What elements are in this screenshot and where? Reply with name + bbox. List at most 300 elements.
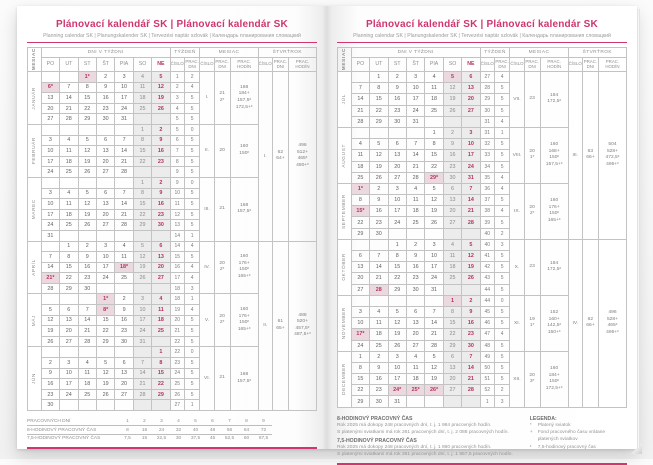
day-cell: 1 bbox=[425, 127, 443, 138]
header-mesiac-side bbox=[338, 48, 352, 72]
day-cell: 10 bbox=[60, 368, 78, 379]
week-number-cell: 34 bbox=[480, 161, 494, 172]
day-cell bbox=[370, 295, 388, 306]
day-cell: 22 bbox=[351, 385, 369, 396]
legend-text: Fond pracovného času vrátane platených sviatkov bbox=[537, 429, 606, 443]
day-cell: 30 bbox=[462, 340, 480, 351]
day-cell: 28 bbox=[41, 283, 59, 294]
week-number-cell: 44 bbox=[480, 295, 494, 306]
month-name-label: APRÍL bbox=[31, 259, 37, 276]
day-cell: 4 bbox=[406, 351, 424, 362]
day-cell: 26 bbox=[425, 217, 443, 228]
week-workdays-cell: 1 bbox=[184, 230, 199, 241]
week-number-cell: 31 bbox=[480, 127, 494, 138]
day-cell bbox=[406, 228, 424, 239]
week-workdays-cell: 4 bbox=[184, 241, 199, 252]
day-cell: 16 bbox=[388, 94, 406, 105]
day-cell bbox=[78, 177, 96, 188]
day-cell: 5 bbox=[78, 188, 96, 199]
day-cell bbox=[425, 295, 443, 306]
day-cell: 27 bbox=[443, 385, 461, 396]
day-cell: 14 bbox=[406, 150, 424, 161]
week-number-cell: 31 bbox=[480, 116, 494, 127]
day-cell bbox=[133, 283, 151, 294]
day-cell bbox=[115, 400, 133, 411]
month-hours-cell: 168 157,5ˣ bbox=[230, 347, 258, 411]
week-workdays-cell: 1 bbox=[494, 127, 509, 138]
day-cell: 16 bbox=[443, 150, 461, 161]
workdays-row-label: 8-HODINOVÝ PRACOVNÝ ČAS bbox=[27, 426, 119, 434]
day-cell: 12 bbox=[41, 315, 59, 326]
day-cell: 22 bbox=[133, 209, 151, 220]
day-cell: 22 bbox=[60, 273, 78, 284]
month-number-cell: VII. bbox=[510, 72, 524, 128]
week-workdays-cell: 2 bbox=[494, 228, 509, 239]
workdays-value: 32 bbox=[170, 426, 187, 434]
week-workdays-cell: 5 bbox=[494, 362, 509, 373]
day-cell bbox=[406, 396, 424, 407]
day-cell: 21 bbox=[78, 326, 96, 337]
header-day-po: PO bbox=[351, 58, 369, 72]
day-cell: 7 bbox=[78, 305, 96, 316]
day-cell: 21 bbox=[115, 209, 133, 220]
page-title: Plánovací kalendář SK | Plánovací kalendár SK bbox=[366, 19, 598, 30]
week-number-cell: 19 bbox=[170, 305, 184, 316]
week-number-cell: 12 bbox=[170, 209, 184, 220]
month-number-cell: I. bbox=[200, 72, 214, 125]
month-workdays-cell: 23 bbox=[524, 239, 540, 295]
quarter-workdays-cell: 63 66+ bbox=[582, 72, 598, 240]
header-subcol: ČÍSLO bbox=[568, 58, 582, 72]
header-subcol: ČÍSLO bbox=[170, 58, 184, 72]
day-cell: 27 bbox=[406, 340, 424, 351]
week-workdays-cell: 5 bbox=[494, 195, 509, 206]
quarter-number-cell: I. bbox=[258, 72, 272, 242]
month-name-cell bbox=[28, 72, 42, 125]
week-workdays-cell: 4 bbox=[494, 172, 509, 183]
day-cell: 25 bbox=[443, 273, 461, 284]
day-cell: 10 bbox=[133, 305, 151, 316]
quarter-workdays-cell: 62 64+ bbox=[272, 72, 288, 242]
day-cell: 27 bbox=[351, 284, 369, 295]
day-cell: 19 bbox=[41, 326, 59, 337]
week-workdays-cell: 5 bbox=[494, 94, 509, 105]
day-cell bbox=[115, 230, 133, 241]
day-cell: 9 bbox=[41, 368, 59, 379]
day-cell bbox=[388, 295, 406, 306]
day-cell: 24 bbox=[351, 340, 369, 351]
day-cell: 15 bbox=[133, 146, 151, 157]
quarter-hours-cell: 504 528+ 472,5ˣ 495+ˣ bbox=[598, 72, 626, 240]
day-cell bbox=[78, 230, 96, 241]
day-cell: 21 bbox=[370, 273, 388, 284]
day-cell bbox=[351, 295, 369, 306]
header-subcol: PRAC. HODÍN bbox=[598, 58, 626, 72]
day-cell: 31 bbox=[462, 172, 480, 183]
day-cell: 18 bbox=[443, 262, 461, 273]
legend-text: 7,5-hodinový pracovný čas bbox=[537, 444, 596, 450]
day-cell bbox=[443, 228, 461, 239]
month-hours-cell: 160 150ˣ bbox=[230, 124, 258, 177]
day-cell: 9 bbox=[96, 82, 114, 93]
day-cell: 4 bbox=[152, 294, 170, 305]
day-cell: 16 bbox=[96, 93, 114, 104]
month-workdays-cell: 20 1* bbox=[524, 127, 540, 183]
day-cell: 24 bbox=[462, 161, 480, 172]
worktime-notes bbox=[337, 414, 627, 458]
day-cell: 22 bbox=[133, 156, 151, 167]
quarter-number-cell: III. bbox=[568, 72, 582, 240]
month-name-cell bbox=[28, 347, 42, 411]
day-cell: 16 bbox=[462, 318, 480, 329]
day-cell: 21 bbox=[115, 156, 133, 167]
header-days-group: DNI V TÝŽDNI bbox=[351, 48, 480, 58]
day-cell: 11 bbox=[115, 252, 133, 263]
day-cell bbox=[351, 239, 369, 250]
month-hours-cell: 184 172,5ˣ bbox=[540, 72, 568, 128]
workdays-value: 4 bbox=[170, 418, 187, 426]
day-cell: 8 bbox=[133, 135, 151, 146]
week-workdays-cell: 5 bbox=[494, 374, 509, 385]
planner-book-spread bbox=[17, 6, 637, 457]
day-cell: 22 bbox=[78, 103, 96, 114]
month-number-cell: XII. bbox=[510, 351, 524, 407]
day-cell: 10 bbox=[388, 362, 406, 373]
day-cell: 1 bbox=[133, 124, 151, 135]
day-cell: 3 bbox=[41, 188, 59, 199]
day-cell: 5 bbox=[462, 239, 480, 250]
month-workdays-cell: 20 2* bbox=[214, 294, 230, 347]
day-cell: 23 bbox=[152, 156, 170, 167]
day-cell: 1 bbox=[133, 177, 151, 188]
day-cell: 18* bbox=[115, 262, 133, 273]
day-cell: 24 bbox=[115, 103, 133, 114]
day-cell: 6 bbox=[96, 188, 114, 199]
day-cell: 6* bbox=[41, 82, 59, 93]
day-cell bbox=[115, 177, 133, 188]
header-subcol: PRAC. HODÍN bbox=[540, 58, 568, 72]
day-cell: 12 bbox=[462, 251, 480, 262]
day-cell: 19 bbox=[370, 161, 388, 172]
month-hours-cell: 168 184+ 157,5ˣ 172,5+ˣ bbox=[230, 72, 258, 125]
day-cell: 5 bbox=[133, 241, 151, 252]
day-cell: 18 bbox=[406, 374, 424, 385]
day-cell: 18 bbox=[152, 315, 170, 326]
day-cell: 13 bbox=[406, 318, 424, 329]
week-workdays-cell: 0 bbox=[494, 295, 509, 306]
week-number-cell: 40 bbox=[480, 228, 494, 239]
workdays-value: 48 bbox=[204, 426, 221, 434]
day-cell: 25 bbox=[425, 105, 443, 116]
day-cell: 13 bbox=[351, 262, 369, 273]
day-cell: 2 bbox=[370, 351, 388, 362]
day-cell: 18 bbox=[370, 329, 388, 340]
week-number-cell: 52 bbox=[480, 385, 494, 396]
day-cell: 25 bbox=[133, 103, 151, 114]
day-cell: 9 bbox=[115, 305, 133, 316]
title-rule bbox=[337, 42, 627, 44]
day-cell: 17 bbox=[133, 315, 151, 326]
workdays-value: 24 bbox=[153, 426, 170, 434]
week-workdays-cell: 4 bbox=[494, 72, 509, 83]
day-cell: 16 bbox=[152, 199, 170, 210]
week-number-cell: 26 bbox=[170, 389, 184, 400]
workdays-value: 37,5 bbox=[190, 435, 201, 441]
month-number-cell: X. bbox=[510, 239, 524, 295]
day-cell bbox=[115, 124, 133, 135]
week-workdays-cell: 5 bbox=[184, 209, 199, 220]
day-cell: 1 bbox=[443, 295, 461, 306]
day-cell: 16 bbox=[41, 379, 59, 390]
day-cell: 22 bbox=[388, 273, 406, 284]
day-cell: 10 bbox=[351, 318, 369, 329]
day-cell: 24 bbox=[41, 220, 59, 231]
workdays-conversion-table bbox=[27, 418, 272, 442]
day-cell: 2 bbox=[152, 177, 170, 188]
day-cell: 18 bbox=[78, 379, 96, 390]
week-number-cell: 38 bbox=[480, 206, 494, 217]
worktime-paragraphs bbox=[337, 414, 520, 458]
day-cell: 6 bbox=[443, 351, 461, 362]
day-cell bbox=[351, 72, 369, 83]
week-number-cell: 13 bbox=[170, 220, 184, 231]
day-cell: 28 bbox=[406, 172, 424, 183]
day-cell: 10 bbox=[406, 83, 424, 94]
day-cell: 29 bbox=[60, 283, 78, 294]
day-cell: 29 bbox=[370, 116, 388, 127]
day-cell: 26 bbox=[152, 103, 170, 114]
bottom-rule-right bbox=[337, 463, 627, 465]
week-number-cell: 42 bbox=[480, 262, 494, 273]
week-number-cell: 29 bbox=[480, 94, 494, 105]
day-cell: 15 bbox=[370, 94, 388, 105]
worktime-line: Rok 2025 má dokopy 248 pracovných dní, t. j. 1 860 pracovných hodín. bbox=[337, 444, 492, 450]
day-cell: 17 bbox=[406, 94, 424, 105]
day-cell: 14 bbox=[133, 368, 151, 379]
week-number-cell: 51 bbox=[480, 374, 494, 385]
day-cell bbox=[443, 284, 461, 295]
day-cell bbox=[425, 228, 443, 239]
day-cell bbox=[152, 114, 170, 125]
week-number-cell: 14 bbox=[170, 241, 184, 252]
day-cell: 16 bbox=[370, 206, 388, 217]
day-cell: 21 bbox=[462, 374, 480, 385]
header-mesiac-side-label: MESIAC bbox=[31, 48, 37, 71]
day-cell: 12 bbox=[388, 318, 406, 329]
day-cell: 10 bbox=[462, 139, 480, 150]
week-workdays-cell: 5 bbox=[184, 389, 199, 400]
day-cell: 9 bbox=[462, 306, 480, 317]
day-cell: 5 bbox=[443, 72, 461, 83]
legend-symbol: * bbox=[529, 422, 532, 428]
day-cell: 24 bbox=[60, 389, 78, 400]
week-number-cell: 5 bbox=[170, 124, 184, 135]
day-cell: 3 bbox=[406, 72, 424, 83]
page-title: Plánovací kalendář SK | Plánovací kalendár SK bbox=[56, 19, 288, 30]
month-name-cell bbox=[28, 294, 42, 347]
week-workdays-cell: 3 bbox=[184, 283, 199, 294]
day-cell: 27 bbox=[115, 389, 133, 400]
week-number-cell: 48 bbox=[480, 340, 494, 351]
page-subtitle: Planning calendar SK | Planungskalender SK | Tervezési naptár szlovák | Календарь планирования словацкий bbox=[43, 32, 301, 39]
day-cell: 2 bbox=[462, 295, 480, 306]
day-cell: 28 bbox=[60, 114, 78, 125]
week-number-cell: 9 bbox=[170, 177, 184, 188]
day-cell: 7 bbox=[41, 252, 59, 263]
header-day-ne: NE bbox=[462, 58, 480, 72]
week-workdays-cell: 3 bbox=[494, 239, 509, 250]
day-cell: 25 bbox=[115, 273, 133, 284]
day-cell: 5 bbox=[388, 306, 406, 317]
workdays-value: 1 bbox=[119, 418, 136, 426]
day-cell: 24 bbox=[41, 167, 59, 178]
day-cell: 24 bbox=[133, 326, 151, 337]
day-cell: 14 bbox=[41, 262, 59, 273]
day-cell: 19 bbox=[78, 156, 96, 167]
day-cell bbox=[96, 400, 114, 411]
day-cell: 13 bbox=[443, 195, 461, 206]
day-cell: 20 bbox=[443, 206, 461, 217]
week-number-cell: 46 bbox=[480, 318, 494, 329]
day-cell: 9 bbox=[370, 195, 388, 206]
day-cell: 20 bbox=[152, 262, 170, 273]
week-number-cell: 27 bbox=[480, 72, 494, 83]
day-cell: 27 bbox=[152, 273, 170, 284]
week-number-cell: 27 bbox=[170, 400, 184, 411]
day-cell: 15 bbox=[351, 374, 369, 385]
week-number-cell: 21 bbox=[170, 326, 184, 337]
day-cell: 15 bbox=[425, 150, 443, 161]
week-workdays-cell: 5 bbox=[184, 135, 199, 146]
day-cell: 31 bbox=[115, 114, 133, 125]
day-cell: 21 bbox=[133, 379, 151, 390]
day-cell: 15 bbox=[443, 318, 461, 329]
day-cell: 22 bbox=[370, 105, 388, 116]
week-number-cell: 30 bbox=[480, 105, 494, 116]
week-number-cell: 50 bbox=[480, 362, 494, 373]
day-cell: 14 bbox=[78, 315, 96, 326]
day-cell: 17 bbox=[425, 262, 443, 273]
week-workdays-cell: 5 bbox=[184, 358, 199, 369]
workdays-value: 40 bbox=[187, 426, 204, 434]
month-name-cell bbox=[338, 127, 352, 183]
day-cell: 28 bbox=[351, 116, 369, 127]
week-number-cell: 11 bbox=[170, 199, 184, 210]
header-day-pia: PIA bbox=[425, 58, 443, 72]
day-cell: 28 bbox=[462, 217, 480, 228]
week-number-cell: 49 bbox=[480, 351, 494, 362]
day-cell: 24 bbox=[96, 273, 114, 284]
week-workdays-cell: 5 bbox=[184, 188, 199, 199]
day-cell: 4 bbox=[370, 306, 388, 317]
day-cell: 10 bbox=[41, 146, 59, 157]
month-number-cell: II. bbox=[200, 124, 214, 177]
day-cell: 11 bbox=[60, 146, 78, 157]
day-cell: 7 bbox=[406, 139, 424, 150]
header-week-group: TÝŽDEŇ bbox=[480, 48, 510, 58]
day-cell: 17 bbox=[41, 209, 59, 220]
day-cell bbox=[370, 127, 388, 138]
day-cell bbox=[152, 283, 170, 294]
day-cell: 28 bbox=[425, 340, 443, 351]
day-cell: 13 bbox=[115, 368, 133, 379]
day-cell: 23 bbox=[370, 217, 388, 228]
day-cell: 18 bbox=[406, 206, 424, 217]
day-cell: 23 bbox=[152, 209, 170, 220]
week-workdays-cell: 5 bbox=[184, 103, 199, 114]
day-cell: 26 bbox=[78, 167, 96, 178]
month-hours-cell: 160 168+ 150ˣ 157,5+ˣ bbox=[540, 127, 568, 183]
header-mesiac-side-label: MESIAC bbox=[341, 48, 347, 71]
day-cell bbox=[388, 127, 406, 138]
week-number-cell: 45 bbox=[480, 306, 494, 317]
month-name-label: DECEMBER bbox=[341, 363, 347, 396]
day-cell: 23 bbox=[96, 103, 114, 114]
day-cell bbox=[133, 230, 151, 241]
day-cell: 2 bbox=[96, 72, 114, 83]
day-cell: 13 bbox=[96, 199, 114, 210]
week-workdays-cell: 3 bbox=[494, 396, 509, 407]
day-cell: 27 bbox=[443, 217, 461, 228]
day-cell: 20 bbox=[443, 374, 461, 385]
month-name-label: AUGUST bbox=[341, 143, 347, 168]
day-cell: 23 bbox=[370, 385, 388, 396]
day-cell: 25* bbox=[406, 385, 424, 396]
week-number-cell: 22 bbox=[170, 336, 184, 347]
month-hours-cell: 160 184+ 150ˣ 172,5+ˣ bbox=[540, 351, 568, 407]
workdays-value: 16 bbox=[136, 426, 153, 434]
worktime-line: S platenými sviatkami má rok 261 pracovných dní, t. j. 2 088 pracovných hodín. bbox=[337, 429, 509, 435]
day-cell: 8 bbox=[425, 139, 443, 150]
week-number-cell: 43 bbox=[480, 273, 494, 284]
day-cell: 30 bbox=[406, 284, 424, 295]
workdays-value: 22,5 bbox=[156, 435, 167, 441]
week-workdays-cell: 4 bbox=[184, 305, 199, 316]
workdays-value: 6 bbox=[204, 418, 221, 426]
day-cell: 6 bbox=[152, 241, 170, 252]
month-name-cell bbox=[338, 351, 352, 407]
workdays-value: 56 bbox=[221, 426, 238, 434]
week-workdays-cell: 5 bbox=[494, 139, 509, 150]
day-cell bbox=[96, 347, 114, 358]
day-cell bbox=[462, 228, 480, 239]
week-workdays-cell: 5 bbox=[184, 199, 199, 210]
day-cell: 26 bbox=[41, 336, 59, 347]
workdays-value: 72 bbox=[255, 426, 272, 434]
day-cell: 30 bbox=[115, 336, 133, 347]
week-number-cell: 23 bbox=[170, 358, 184, 369]
day-cell: 4 bbox=[425, 72, 443, 83]
page-right bbox=[327, 6, 637, 457]
day-cell: 6 bbox=[388, 139, 406, 150]
day-cell bbox=[60, 72, 78, 83]
day-cell: 17 bbox=[41, 156, 59, 167]
title-rule bbox=[27, 42, 317, 44]
day-cell: 2 bbox=[388, 72, 406, 83]
day-cell: 6 bbox=[406, 306, 424, 317]
month-hours-cell: 160 176+ 150ˣ 165+ˣ bbox=[540, 183, 568, 239]
day-cell: 5 bbox=[152, 72, 170, 83]
week-workdays-cell: 5 bbox=[494, 318, 509, 329]
day-cell: 10 bbox=[425, 251, 443, 262]
week-workdays-cell: 2 bbox=[184, 72, 199, 83]
day-cell: 23 bbox=[388, 105, 406, 116]
month-name-label: MAREC bbox=[31, 199, 37, 220]
day-cell: 15 bbox=[60, 262, 78, 273]
day-cell: 8 bbox=[133, 188, 151, 199]
month-name-label: OKTÓBER bbox=[341, 253, 347, 282]
day-cell bbox=[41, 294, 59, 305]
